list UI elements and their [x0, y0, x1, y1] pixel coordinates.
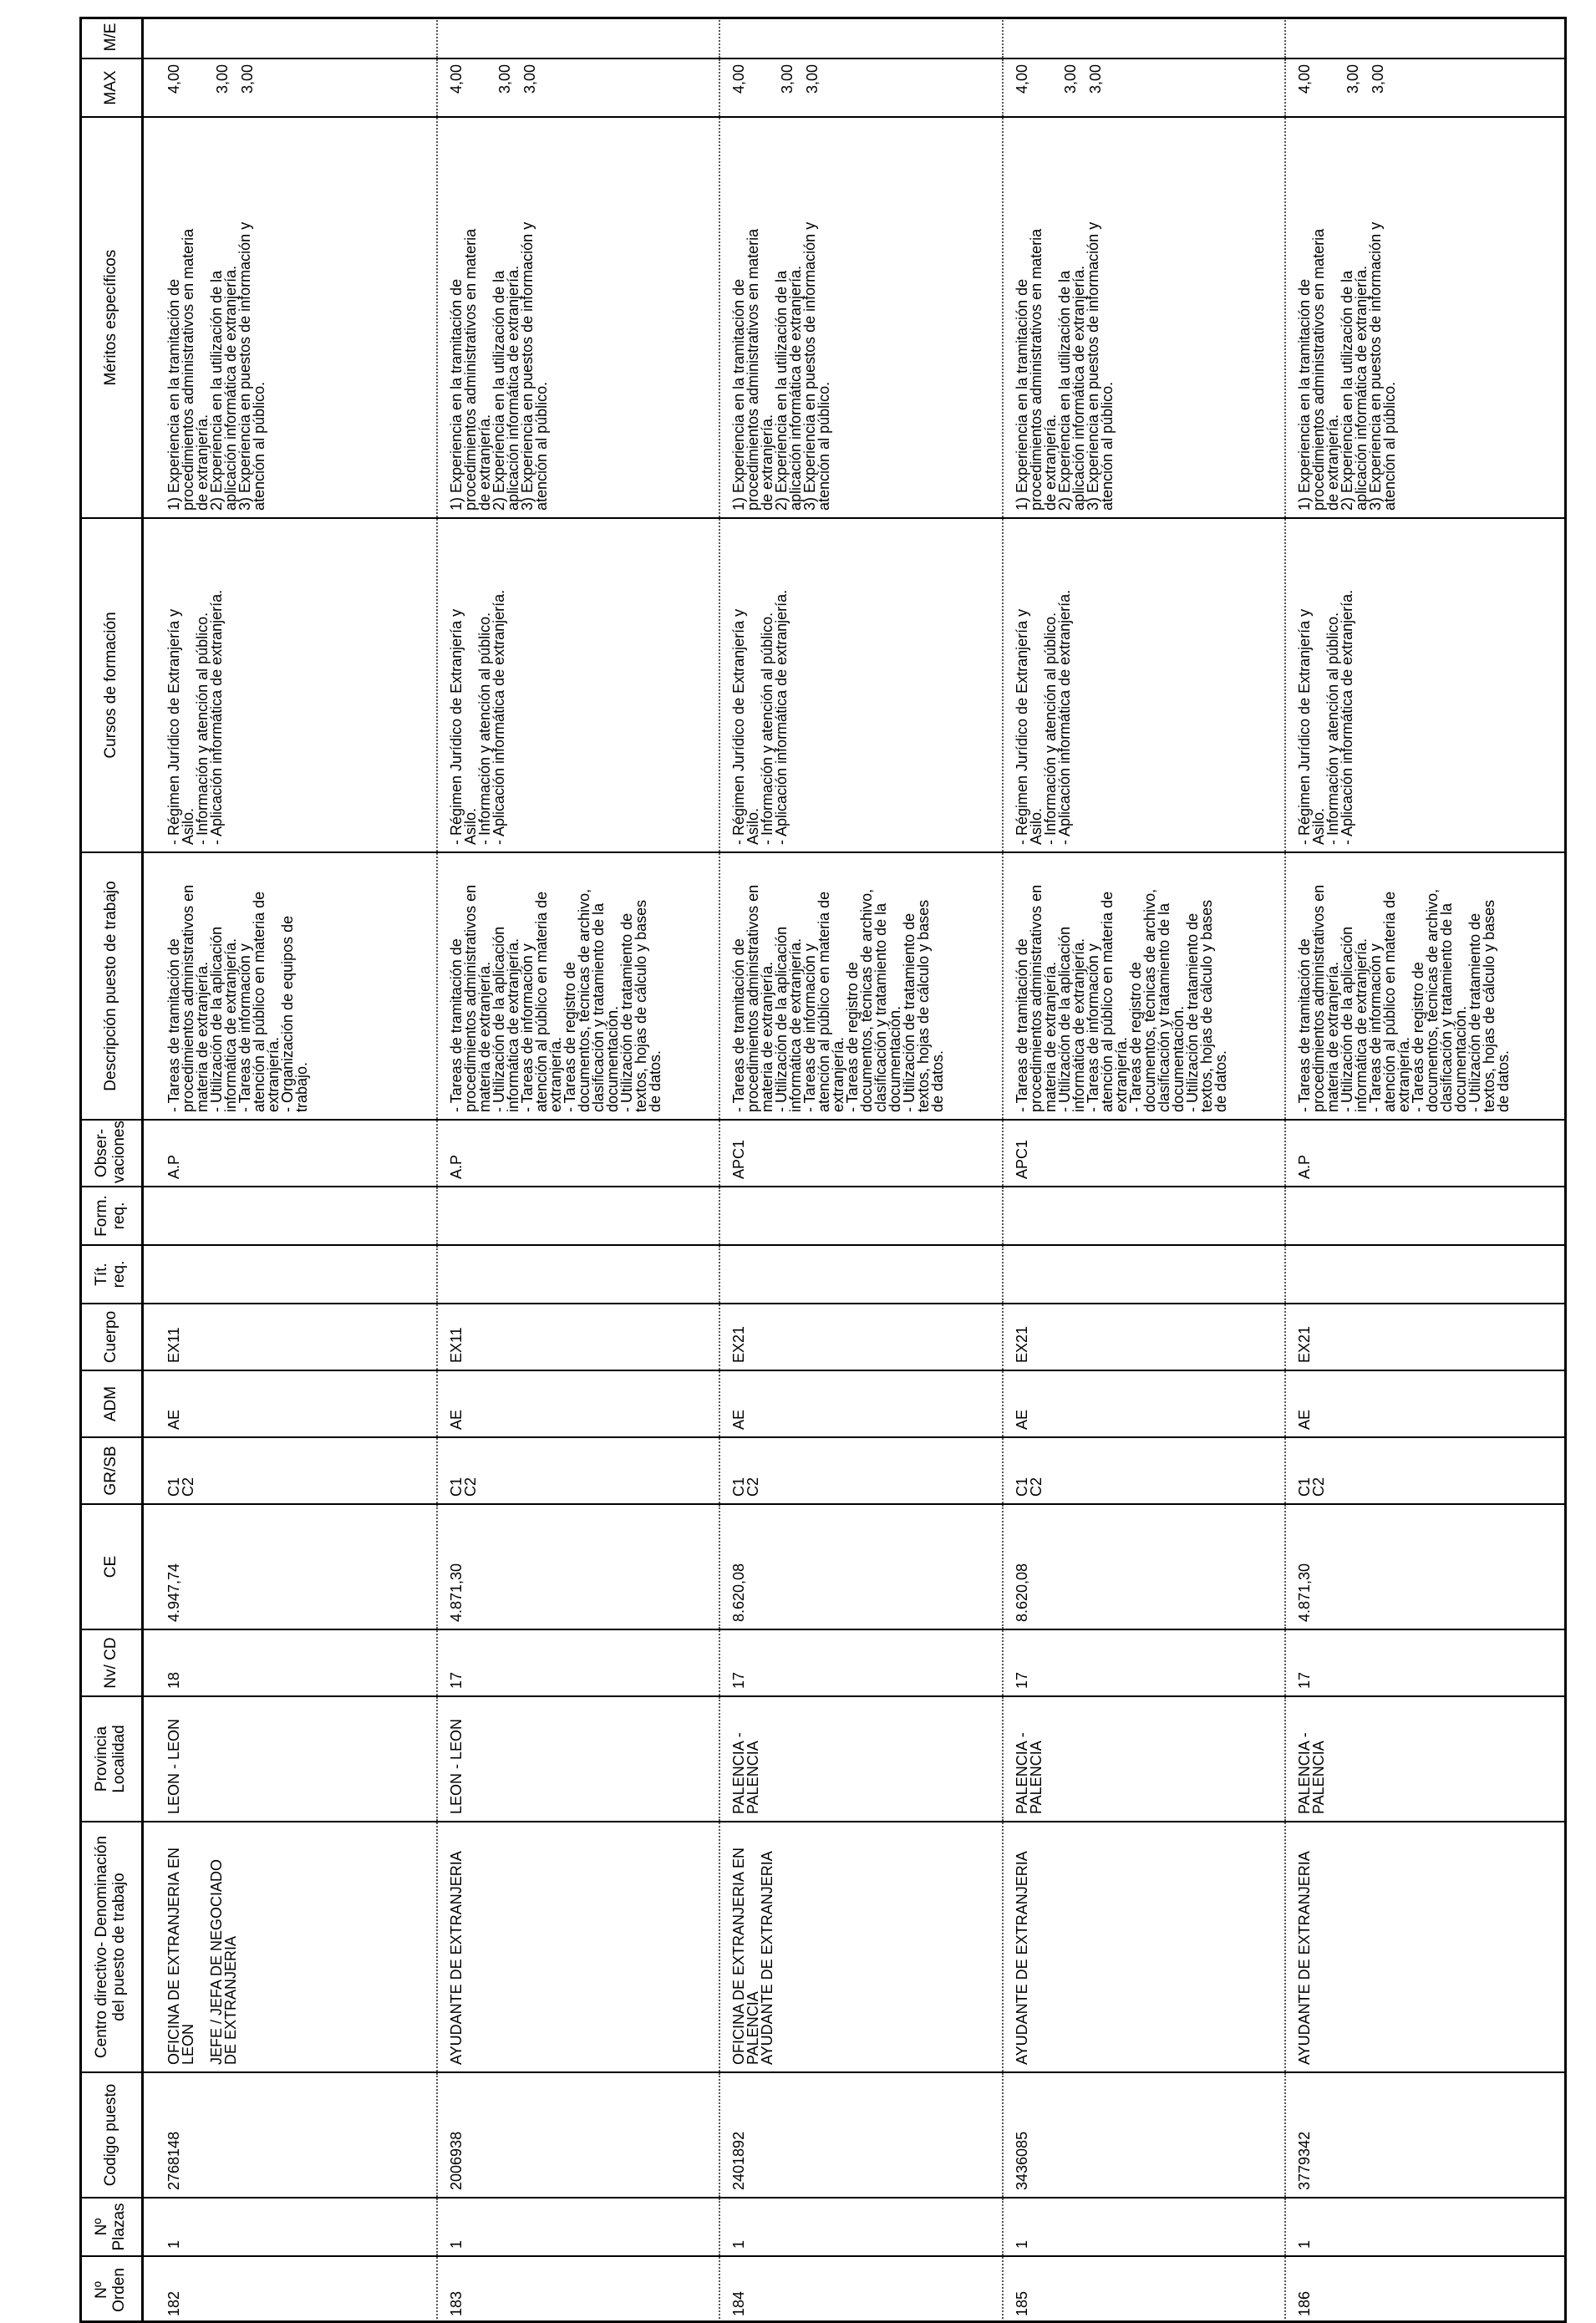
cell-me	[155, 17, 437, 58]
cell-provincia: PALENCIA - PALENCIA	[1003, 1696, 1285, 1822]
cell-orden: 182	[165, 2290, 182, 2316]
cell-adm: AE	[437, 1370, 719, 1437]
cell-cuerpo: EX11	[155, 1304, 437, 1370]
col-header-meritos: Méritos específicos	[79, 117, 143, 518]
col-header-nivel: Nv/ CD	[79, 1629, 143, 1696]
cell-adm: AE	[1003, 1370, 1285, 1437]
cell-ce: 8.620,08	[719, 1504, 1002, 1629]
cell-codigo: 2006938	[437, 2072, 719, 2198]
cell-ce: 4.947,74	[155, 1504, 437, 1629]
cell-grupo: C1 C2	[1285, 1437, 1567, 1504]
cell-max	[1003, 58, 1285, 117]
cell-tit	[1003, 1245, 1285, 1304]
cell-provincia: LEON - LEON	[155, 1696, 437, 1822]
cell-provincia: PALENCIA - PALENCIA	[1285, 1696, 1567, 1822]
cell-form	[719, 1187, 1002, 1245]
col-header-me: M/E	[79, 17, 143, 58]
max-score: 4,00	[1013, 64, 1030, 94]
cell-cuerpo: EX21	[1285, 1304, 1567, 1370]
cell-grupo: C1 C2	[155, 1437, 437, 1504]
cell-max	[1285, 58, 1567, 117]
cell-meritos: 1) Experiencia en la tramitación de procedimientos administrativos en materia de extranjería. 2) Experiencia en la utilización de la aplicación informática de extranjería. 3) Experiencia en puestos de información y atención al público.	[1003, 117, 1285, 518]
cell-adm: AE	[719, 1370, 1002, 1437]
col-header-codigo: Codigo puesto	[79, 2072, 143, 2198]
col-header-tit: Tít. req.	[79, 1245, 143, 1304]
cell-codigo: 3779342	[1285, 2072, 1567, 2198]
cell-obs: A.P	[437, 1120, 719, 1187]
cell-meritos: 1) Experiencia en la tramitación de procedimientos administrativos en materia de extranjería. 2) Experiencia en la utilización de la aplicación informática de extranjería. 3) Experiencia en puestos de información y atención al público.	[719, 117, 1002, 518]
cell-me	[437, 17, 719, 58]
cell-form	[1003, 1187, 1285, 1245]
cell-plazas: 1	[719, 2198, 1002, 2256]
max-score: 4,00	[730, 64, 748, 94]
cell-codigo: 3436085	[1003, 2072, 1285, 2198]
cell-grupo: C1 C2	[719, 1437, 1002, 1504]
cell-tit	[719, 1245, 1002, 1304]
cell-meritos: 1) Experiencia en la tramitación de procedimientos administrativos en materia de extranjería. 2) Experiencia en la utilización de la aplicación informática de extranjería. 3) Experiencia en puestos de información y atención al público.	[155, 117, 437, 518]
max-score: 3,00	[1344, 64, 1361, 94]
max-score: 3,00	[779, 64, 796, 94]
cell-form	[1285, 1187, 1567, 1245]
col-header-adm: ADM	[79, 1370, 143, 1437]
max-score: 4,00	[448, 64, 465, 94]
col-header-obs: Obser- vaciones	[79, 1120, 143, 1187]
header-row	[79, 17, 143, 2323]
cell-nivel: 17	[437, 1629, 719, 1696]
cell-plazas: 1	[437, 2198, 719, 2256]
col-header-grupo: GR/SB	[79, 1437, 143, 1504]
cell-nivel: 18	[155, 1629, 437, 1696]
max-score: 4,00	[1295, 64, 1313, 94]
max-score: 3,00	[521, 64, 539, 94]
col-header-form: Form. req.	[79, 1187, 143, 1245]
col-header-provincia: Provincia Localidad	[79, 1696, 143, 1822]
cell-orden: 186	[1285, 2256, 1567, 2323]
cell-meritos: 1) Experiencia en la tramitación de procedimientos administrativos en materia de extranjería. 2) Experiencia en la utilización de la aplicación informática de extranjería. 3) Experiencia en puestos de información y atención al público.	[1285, 117, 1567, 518]
col-header-orden: Nº Orden	[79, 2256, 143, 2323]
col-header-ce: CE	[79, 1504, 143, 1629]
max-score: 3,00	[214, 64, 231, 94]
cell-centro: OFICINA DE EXTRANJERIA EN PALENCIA AYUDANTE DE EXTRANJERIA	[719, 1822, 1002, 2072]
col-header-plazas: Nº Plazas	[79, 2198, 143, 2256]
cell-descripcion: - Tareas de tramitación de procedimientos administrativos en materia de extranjería. - Utilización de la aplicación informática de extranjería. - Tareas de información y atención al público en materia de extranjería. - Tareas de registro de documentos, técnicas de archivo, clasificación y tratamiento de la documentación. - Utilización de tratamiento de textos, hojas de cálculo y bases de datos.	[437, 852, 719, 1120]
cell-nivel: 17	[1003, 1629, 1285, 1696]
cell-plazas: 1	[1003, 2198, 1285, 2256]
cell-ce: 8.620,08	[1003, 1504, 1285, 1629]
table-row	[155, 17, 437, 2323]
cell-cursos: - Régimen Jurídico de Extranjería y Asilo. - Información y atención al público. - Aplicación informática de extranjería.	[1003, 518, 1285, 852]
max-score: 3,00	[1369, 64, 1386, 94]
cell-me	[1003, 17, 1285, 58]
table-row	[437, 17, 719, 2323]
cell-descripcion: - Tareas de tramitación de procedimientos administrativos en materia de extranjería. - Utilización de la aplicación informática de extranjería. - Tareas de información y atención al público en materia de extranjería. - Tareas de registro de documentos, técnicas de archivo, clasificación y tratamiento de la documentación. - Utilización de tratamiento de textos, hojas de cálculo y bases de datos.	[719, 852, 1002, 1120]
col-header-cuerpo: Cuerpo	[79, 1304, 143, 1370]
cell-descripcion: - Tareas de tramitación de procedimientos administrativos en materia de extranjería. - Utilización de la aplicación informática de extranjería. - Tareas de información y atención al público en materia de extranjería. - Tareas de registro de documentos, técnicas de archivo, clasificación y tratamiento de la documentación. - Utilización de tratamiento de textos, hojas de cálculo y bases de datos.	[1285, 852, 1567, 1120]
cell-ce: 4.871,30	[1285, 1504, 1567, 1629]
cell-cursos: - Régimen Jurídico de Extranjería y Asilo. - Información y atención al público. - Aplicación informática de extranjería.	[155, 518, 437, 852]
cell-centro: AYUDANTE DE EXTRANJERIA	[437, 1822, 719, 2072]
cell-meritos: 1) Experiencia en la tramitación de procedimientos administrativos en materia de extranjería. 2) Experiencia en la utilización de la aplicación informática de extranjería. 3) Experiencia en puestos de información y atención al público.	[437, 117, 719, 518]
cell-orden: 183	[437, 2256, 719, 2323]
cell-max	[155, 58, 437, 117]
max-score: 3,00	[1061, 64, 1079, 94]
col-header-descripcion: Descripción puesto de trabajo	[79, 852, 143, 1120]
table-row	[1285, 17, 1567, 2323]
max-score: 3,00	[239, 64, 256, 94]
cell-centro: OFICINA DE EXTRANJERIA EN LEON JEFE / JEFA DE NEGOCIADO DE EXTRANJERIA	[155, 1822, 437, 2072]
cell-orden: 185	[1003, 2256, 1285, 2323]
cell-cursos: - Régimen Jurídico de Extranjería y Asilo. - Información y atención al público. - Aplicación informática de extranjería.	[437, 518, 719, 852]
cell-me	[1285, 17, 1567, 58]
cell-tit	[437, 1245, 719, 1304]
cell-max	[719, 58, 1002, 117]
rotated-sheet	[79, 17, 1567, 2323]
cell-form	[155, 1187, 437, 1245]
max-score: 4,00	[165, 64, 182, 94]
cell-descripcion: - Tareas de tramitación de procedimientos administrativos en materia de extranjería. - Utilización de la aplicación informática de extranjería. - Tareas de información y atención al público en materia de extranjería. - Organización de equipos de trabajo.	[155, 852, 437, 1120]
cell-codigo: 2401892	[719, 2072, 1002, 2198]
cell-cursos: - Régimen Jurídico de Extranjería y Asilo. - Información y atención al público. - Aplicación informática de extranjería.	[1285, 518, 1567, 852]
cell-me	[719, 17, 1002, 58]
cell-tit	[155, 1245, 437, 1304]
cell-plazas: 1	[1285, 2198, 1567, 2256]
cell-nivel: 17	[719, 1629, 1002, 1696]
table-row	[1003, 17, 1285, 2323]
cell-cuerpo: EX21	[1003, 1304, 1285, 1370]
job-positions-table	[79, 17, 1567, 2323]
max-score: 3,00	[496, 64, 514, 94]
cell-obs: A.P	[155, 1120, 437, 1187]
cell-obs: APC1	[1003, 1120, 1285, 1187]
cell-nivel: 17	[1285, 1629, 1567, 1696]
cell-obs: APC1	[719, 1120, 1002, 1187]
cell-adm: AE	[1285, 1370, 1567, 1437]
cell-orden: 184	[719, 2256, 1002, 2323]
cell-tit	[1285, 1245, 1567, 1304]
max-score: 3,00	[804, 64, 821, 94]
cell-provincia: PALENCIA - PALENCIA	[719, 1696, 1002, 1822]
col-header-max: MAX	[79, 58, 143, 117]
cell-ce: 4.871,30	[437, 1504, 719, 1629]
cell-provincia: LEON - LEON	[437, 1696, 719, 1822]
cell-grupo: C1 C2	[437, 1437, 719, 1504]
max-score: 3,00	[1086, 64, 1104, 94]
cell-form	[437, 1187, 719, 1245]
cell-plazas: 1	[155, 2198, 437, 2256]
cell-centro: AYUDANTE DE EXTRANJERIA	[1003, 1822, 1285, 2072]
cell-cuerpo: EX21	[719, 1304, 1002, 1370]
col-header-cursos: Cursos de formación	[79, 518, 143, 852]
cell-obs: A.P	[1285, 1120, 1567, 1187]
cell-cuerpo: EX11	[437, 1304, 719, 1370]
table-row	[719, 17, 1002, 2323]
cell-codigo: 2768148	[155, 2072, 437, 2198]
top-spacer-row	[143, 17, 156, 2323]
cell-descripcion: - Tareas de tramitación de procedimientos administrativos en materia de extranjería. - Utilización de la aplicación informática de extranjería. - Tareas de información y atención al público en materia de extranjería. - Tareas de registro de documentos, técnicas de archivo, clasificación y tratamiento de la documentación. - Utilización de tratamiento de textos, hojas de cálculo y bases de datos.	[1003, 852, 1285, 1120]
cell-cursos: - Régimen Jurídico de Extranjería y Asilo. - Información y atención al público. - Aplicación informática de extranjería.	[719, 518, 1002, 852]
col-header-centro: Centro directivo- Denominación del puesto de trabajo	[79, 1822, 143, 2072]
cell-adm: AE	[155, 1370, 437, 1437]
cell-centro: AYUDANTE DE EXTRANJERIA	[1285, 1822, 1567, 2072]
cell-grupo: C1 C2	[1003, 1437, 1285, 1504]
cell-max	[437, 58, 719, 117]
